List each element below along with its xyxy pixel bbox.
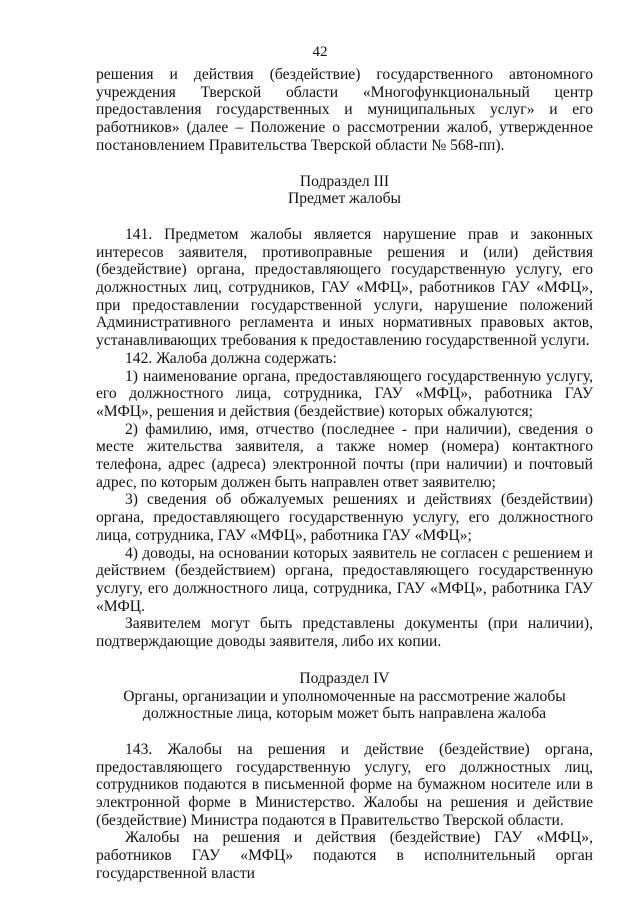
section-3-title: Предмет жалобы: [287, 190, 402, 208]
document-body: [96, 66, 593, 883]
documents-note: Заявителем могут быть представлены документы (при наличии), подтверждающие доводы заявителя, либо их копии.: [96, 615, 593, 651]
section-4-title-line-2: должностные лица, которым может быть направлена жалоба: [142, 705, 547, 723]
section-3-heading: Подраздел III: [299, 172, 390, 190]
mfc-complaints-paragraph: Жалобы на решения и действия (бездействие) ГАУ «МФЦ», работников ГАУ «МФЦ» подаются в исполнительный орган государственной власти: [96, 829, 593, 882]
list-item-2: 2) фамилию, имя, отчество (последнее - при наличии), сведения о месте жительства заявителя, а также номер (номера) контактного телефона, адрес (адреса) электронной почты (при наличии) и почтовый адрес, по которым должен быть направлен ответ заявителю;: [96, 420, 593, 491]
section-4-heading: Подраздел IV: [299, 669, 390, 687]
paragraph-141: 141. Предметом жалобы является нарушение прав и законных интересов заявителя, противоправные решения и (или) действия (бездействие) органа, предоставляющего государственную услугу, его должностных лиц, сотрудников, ГАУ «МФЦ», работников ГАУ «МФЦ», при предоставлении государственной услуги, нарушение положений Административного регламента и иных нормативных правовых актов, устанавливающих требования к предоставлению государственной услуги.: [96, 225, 593, 350]
list-item-3: 3) сведения об обжалуемых решениях и действиях (бездействии) органа, предоставляющего государственную услугу, его должностного лица, сотрудника, ГАУ «МФЦ», работника ГАУ «МФЦ»;: [96, 491, 593, 544]
list-item-1: 1) наименование органа, предоставляющего государственную услугу, его должностного лица, сотрудника, ГАУ «МФЦ», работника ГАУ «МФЦ», решения и действия (бездействие) которых обжалуются;: [96, 367, 593, 420]
list-item-4: 4) доводы, на основании которых заявитель не согласен с решением и действием (бездействием) органа, предоставляющего государственную услугу, его должностного лица, сотрудника, ГАУ «МФЦ», работника ГАУ «МФЦ.: [96, 544, 593, 615]
intro-paragraph: решения и действия (бездействие) государственного автономного учреждения Тверской области «Многофункциональный центр предоставления государственных и муниципальных услуг» и его работников» (далее – Положение о рассмотрении жалоб, утвержденное постановлением Правительства Тверской области № 568-пп).: [96, 66, 593, 154]
page-number: 42: [312, 44, 328, 60]
section-4-title-line-1: Органы, организации и уполномоченные на рассмотрение жалобы: [123, 687, 566, 705]
paragraph-142: 142. Жалоба должна содержать:: [125, 349, 337, 367]
paragraph-143: 143. Жалобы на решения и действие (бездействие) органа, предоставляющего государственную услугу, его должностных лиц, сотрудников подаются в письменной форме на бумажном носителе или в электронной форме в Министерство. Жалобы на решения и действие (бездействие) Министра подаются в Правительство Тверской области.: [96, 740, 593, 829]
